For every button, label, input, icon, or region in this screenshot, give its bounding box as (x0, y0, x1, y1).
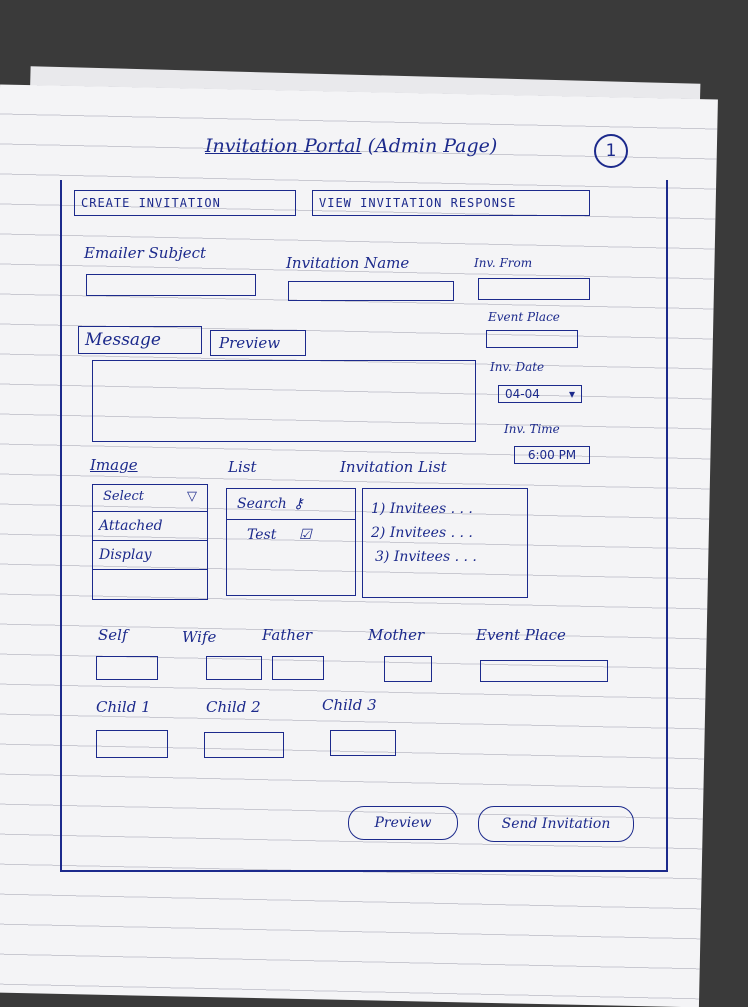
list-search-label: Search (237, 496, 287, 512)
title-main: Invitation Portal (205, 135, 362, 157)
self-label: Self (98, 626, 128, 644)
child3-input[interactable] (330, 730, 396, 756)
inv-from-label: Inv. From (474, 256, 533, 270)
tab-message[interactable]: Message (78, 326, 202, 354)
image-section-label: Image (90, 456, 138, 474)
self-input[interactable] (96, 656, 158, 680)
image-select-value: Select (103, 489, 144, 504)
child2-input[interactable] (204, 732, 284, 758)
inv-date-label: Inv. Date (490, 360, 545, 374)
invitation-name-input[interactable] (288, 281, 454, 301)
wife-label: Wife (182, 628, 217, 646)
emailer-subject-label: Emailer Subject (84, 244, 207, 262)
message-textarea[interactable] (92, 360, 476, 442)
family-event-place-label: Event Place (476, 626, 566, 644)
event-place-label: Event Place (488, 310, 560, 324)
checkbox-icon[interactable]: ☑ (298, 527, 312, 543)
invitation-list-panel (362, 488, 528, 598)
father-label: Father (262, 626, 313, 644)
invitation-name-label: Invitation Name (286, 254, 410, 272)
child1-input[interactable] (96, 730, 168, 758)
father-input[interactable] (272, 656, 324, 680)
child1-label: Child 1 (96, 698, 151, 716)
invitation-list-item[interactable]: 2) Invitees . . . (371, 525, 473, 541)
invitation-list-item[interactable]: 3) Invitees . . . (375, 549, 477, 565)
event-place-input[interactable] (486, 330, 578, 348)
image-select-panel (92, 484, 208, 600)
inv-from-input[interactable] (478, 278, 590, 300)
inv-date-picker[interactable] (498, 385, 582, 403)
image-select-dropdown[interactable] (93, 485, 207, 512)
list-test-label: Test (247, 527, 277, 543)
list-test-row[interactable] (227, 520, 355, 550)
chevron-down-icon: ▾ (568, 387, 575, 401)
inv-time-label: Inv. Time (504, 422, 560, 436)
send-invitation-button[interactable]: Send Invitation (478, 806, 634, 842)
child2-label: Child 2 (206, 698, 261, 716)
child3-label: Child 3 (322, 696, 377, 714)
key-search-icon[interactable]: ⚷ (293, 496, 304, 512)
invitation-list-item[interactable]: 1) Invitees . . . (371, 501, 473, 517)
list-search-row[interactable] (227, 489, 355, 520)
emailer-subject-input[interactable] (86, 274, 256, 296)
inv-date-value: 04-04 (505, 387, 540, 401)
mother-input[interactable] (384, 656, 432, 682)
preview-button[interactable]: Preview (348, 806, 458, 840)
image-option-display[interactable]: Display (93, 541, 207, 570)
mother-label: Mother (368, 626, 425, 644)
tab-view-invitation-response[interactable]: VIEW INVITATION RESPONSE (312, 190, 590, 216)
invitation-list-label: Invitation List (340, 458, 447, 476)
title-sub: (Admin Page) (367, 135, 498, 157)
tab-create-invitation[interactable]: CREATE INVITATION (74, 190, 296, 216)
inv-time-input[interactable]: 6:00 PM (514, 446, 590, 464)
list-section-label: List (228, 458, 257, 476)
tab-preview[interactable]: Preview (210, 330, 306, 356)
family-event-place-input[interactable] (480, 660, 608, 682)
image-option-attached[interactable]: Attached (93, 512, 207, 541)
list-panel (226, 488, 356, 596)
page-title (205, 135, 497, 157)
wife-input[interactable] (206, 656, 262, 680)
page-number-badge: 1 (594, 134, 628, 168)
dropdown-triangle-icon: ▽ (187, 489, 197, 504)
